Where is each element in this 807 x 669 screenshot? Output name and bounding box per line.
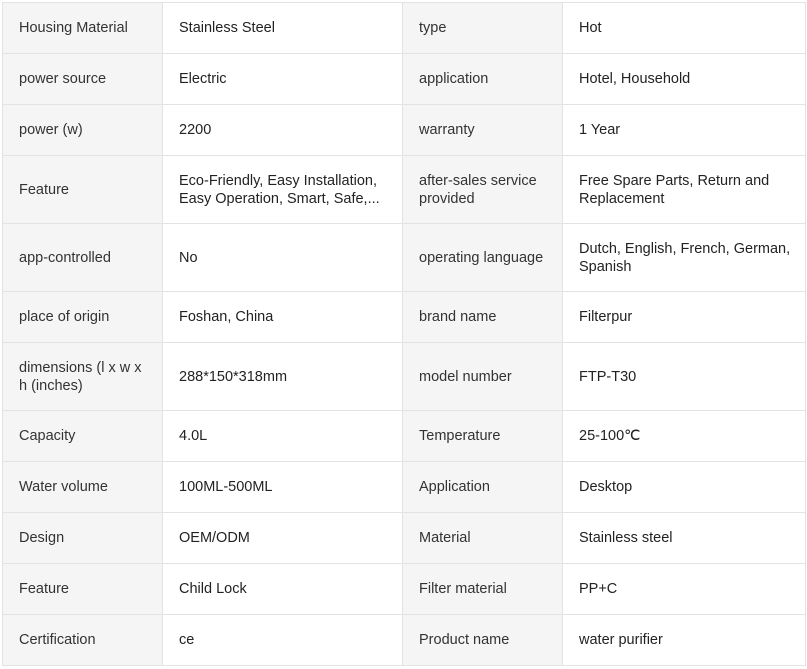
table-row bbox=[3, 156, 806, 224]
table-row bbox=[3, 513, 806, 564]
spec-value: Electric bbox=[163, 54, 403, 105]
spec-value: 25-100℃ bbox=[563, 411, 806, 462]
spec-value: PP+C bbox=[563, 564, 806, 615]
spec-label: application bbox=[403, 54, 563, 105]
spec-value: 1 Year bbox=[563, 105, 806, 156]
spec-label: Housing Material bbox=[3, 3, 163, 54]
table-row bbox=[3, 54, 806, 105]
spec-label: after-sales service provided bbox=[403, 156, 563, 224]
spec-value: Child Lock bbox=[163, 564, 403, 615]
spec-value: Stainless steel bbox=[563, 513, 806, 564]
spec-value: Hotel, Household bbox=[563, 54, 806, 105]
spec-label: Feature bbox=[3, 564, 163, 615]
spec-label: app-controlled bbox=[3, 224, 163, 292]
spec-value: 4.0L bbox=[163, 411, 403, 462]
spec-value: ce bbox=[163, 615, 403, 666]
spec-label: Temperature bbox=[403, 411, 563, 462]
table-row bbox=[3, 3, 806, 54]
spec-value: Free Spare Parts, Return and Replacement bbox=[563, 156, 806, 224]
table-row bbox=[3, 343, 806, 411]
spec-value-text: Eco-Friendly, Easy Installation, Easy Operation, Smart, Safe,... bbox=[179, 172, 380, 207]
spec-label: type bbox=[403, 3, 563, 54]
spec-label: model number bbox=[403, 343, 563, 411]
spec-value: 100ML-500ML bbox=[163, 462, 403, 513]
spec-value: Dutch, English, French, German, Spanish bbox=[563, 224, 806, 292]
table-row bbox=[3, 411, 806, 462]
product-spec-table bbox=[2, 2, 806, 666]
spec-label: Product name bbox=[403, 615, 563, 666]
spec-label: Capacity bbox=[3, 411, 163, 462]
spec-label: Design bbox=[3, 513, 163, 564]
spec-value: 288*150*318mm bbox=[163, 343, 403, 411]
spec-value: Hot bbox=[563, 3, 806, 54]
spec-label: Water volume bbox=[3, 462, 163, 513]
spec-value: FTP-T30 bbox=[563, 343, 806, 411]
spec-value: water purifier bbox=[563, 615, 806, 666]
spec-label: warranty bbox=[403, 105, 563, 156]
table-row bbox=[3, 564, 806, 615]
spec-label: Filter material bbox=[403, 564, 563, 615]
spec-label: place of origin bbox=[3, 292, 163, 343]
table-row bbox=[3, 615, 806, 666]
spec-value: Desktop bbox=[563, 462, 806, 513]
spec-value: No bbox=[163, 224, 403, 292]
spec-value: Stainless Steel bbox=[163, 3, 403, 54]
spec-label: Material bbox=[403, 513, 563, 564]
spec-value bbox=[163, 156, 403, 224]
spec-value: Foshan, China bbox=[163, 292, 403, 343]
spec-label: dimensions (l x w x h (inches) bbox=[3, 343, 163, 411]
spec-label: power (w) bbox=[3, 105, 163, 156]
table-row bbox=[3, 224, 806, 292]
table-row bbox=[3, 462, 806, 513]
spec-label: power source bbox=[3, 54, 163, 105]
table-row bbox=[3, 292, 806, 343]
spec-label: Feature bbox=[3, 156, 163, 224]
spec-value: 2200 bbox=[163, 105, 403, 156]
spec-label: Application bbox=[403, 462, 563, 513]
spec-label: operating language bbox=[403, 224, 563, 292]
table-row bbox=[3, 105, 806, 156]
spec-label: brand name bbox=[403, 292, 563, 343]
spec-value: OEM/ODM bbox=[163, 513, 403, 564]
spec-value: Filterpur bbox=[563, 292, 806, 343]
spec-label: Certification bbox=[3, 615, 163, 666]
